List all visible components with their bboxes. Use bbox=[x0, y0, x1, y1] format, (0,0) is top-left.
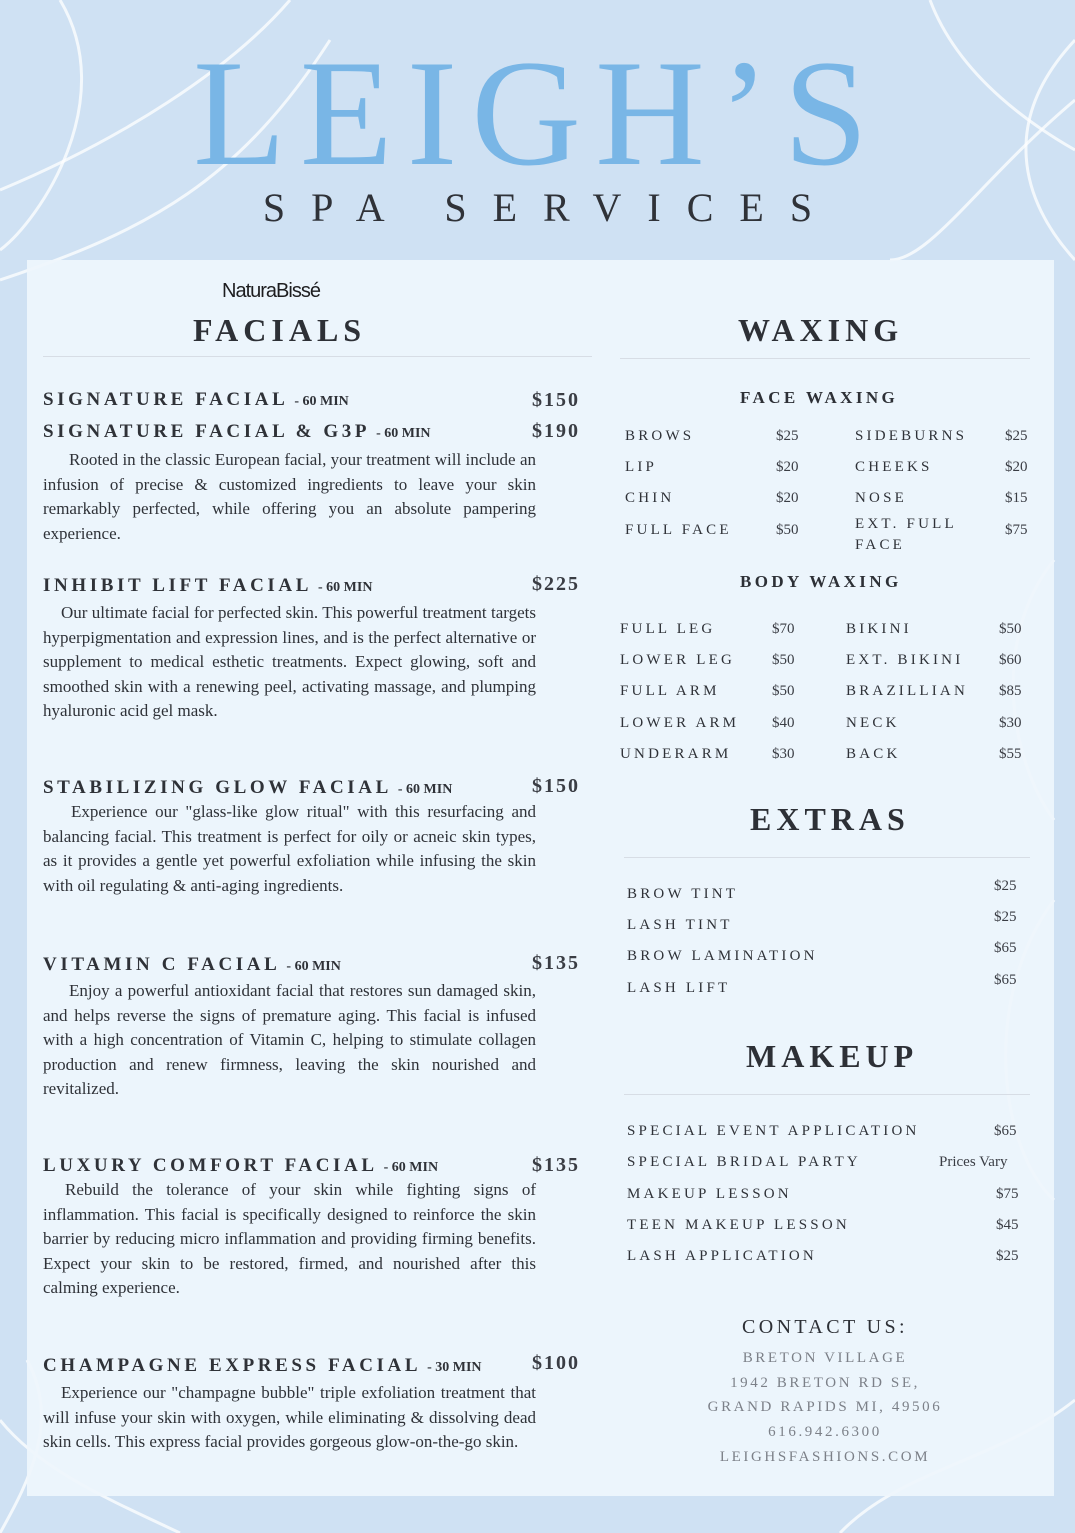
extra-item-price: $25 bbox=[994, 909, 1017, 925]
extra-item-price: $25 bbox=[994, 878, 1017, 894]
makeup-item-price: $75 bbox=[996, 1186, 1019, 1202]
contact-phone[interactable]: 616.942.6300 bbox=[768, 1424, 882, 1440]
wax-item-price: $50 bbox=[999, 621, 1022, 637]
facial-price: $100 bbox=[532, 1352, 580, 1374]
facial-name: SIGNATURE FACIAL & G3P - 60 MIN bbox=[43, 421, 431, 442]
contact-address: 1942 BRETON RD SE, bbox=[730, 1375, 920, 1391]
wax-item-name: LIP bbox=[625, 459, 658, 475]
wax-item-name: BROWS bbox=[625, 428, 695, 444]
wax-item-name: CHIN bbox=[625, 490, 675, 506]
makeup-item-name: SPECIAL EVENT APPLICATION bbox=[627, 1123, 920, 1139]
wax-item-price: $20 bbox=[776, 490, 799, 506]
wax-item-price: $50 bbox=[772, 683, 795, 699]
waxing-divider bbox=[620, 358, 1030, 359]
contact-location: BRETON VILLAGE bbox=[742, 1350, 908, 1366]
natura-bisse-logo: NaturaBissé bbox=[222, 280, 320, 302]
wax-item-price: $60 bbox=[999, 652, 1022, 668]
makeup-title: MAKEUP bbox=[746, 1038, 919, 1074]
facial-name: STABILIZING GLOW FACIAL - 60 MIN bbox=[43, 777, 453, 798]
wax-item-name: BACK bbox=[846, 746, 901, 762]
contact-website[interactable]: LEIGHSFASHIONS.COM bbox=[719, 1449, 931, 1465]
face-waxing-title: FACE WAXING bbox=[740, 388, 899, 407]
wax-item-name: EXT. FULL bbox=[855, 516, 957, 532]
body-waxing-title: BODY WAXING bbox=[740, 572, 902, 591]
wax-item-price: $25 bbox=[1005, 428, 1028, 444]
wax-item-name: SIDEBURNS bbox=[855, 428, 968, 444]
wax-item-price: $30 bbox=[999, 715, 1022, 731]
wax-item-name: UNDERARM bbox=[620, 746, 732, 762]
facials-divider bbox=[43, 356, 592, 357]
facial-description: Our ultimate facial for perfected skin. This powerful treatment targets hyperpigmentation and expression lines, and is the perfect alternative or supplement to medical esthetic treatments. Expect glowing, soft and smoothed skin with a renewing peel, activating massage, and plumping hyaluronic acid gel mask. bbox=[43, 603, 536, 721]
facial-name: LUXURY COMFORT FACIAL - 60 MIN bbox=[43, 1155, 439, 1176]
spa-subtitle: SPA SERVICES bbox=[262, 185, 839, 230]
contact-city: GRAND RAPIDS MI, 49506 bbox=[707, 1399, 943, 1415]
makeup-item-name: SPECIAL BRIDAL PARTY bbox=[627, 1154, 861, 1170]
wax-item-price: $70 bbox=[772, 621, 795, 637]
wax-item-name: CHEEKS bbox=[855, 459, 933, 475]
contact-title: CONTACT US: bbox=[741, 1316, 908, 1338]
wax-item-price: $50 bbox=[776, 522, 799, 538]
wax-item-name: FULL LEG bbox=[620, 621, 716, 637]
extra-item-name: LASH LIFT bbox=[627, 980, 731, 996]
facial-description: Rebuild the tolerance of your skin while fighting signs of inflammation. This facial is specifically designed to reinforce the skin barrier by reducing micro inflammation and providing firming benefits. Expect your skin to be restored, firmed, and nourished after this calming experience. bbox=[43, 1180, 536, 1298]
facial-name: INHIBIT LIFT FACIAL - 60 MIN bbox=[43, 575, 373, 596]
makeup-item-price: Prices Vary bbox=[939, 1154, 1008, 1170]
wax-item-name: BRAZILLIAN bbox=[846, 683, 968, 699]
wax-item-price: $50 bbox=[772, 652, 795, 668]
wax-item-name: FULL FACE bbox=[625, 522, 732, 538]
facial-price: $225 bbox=[532, 573, 580, 595]
wax-item-name: LOWER ARM bbox=[620, 715, 740, 731]
extras-divider bbox=[624, 857, 1030, 858]
wax-item-name: NOSE bbox=[855, 490, 907, 506]
wax-item-name-continued: FACE bbox=[855, 537, 906, 553]
wax-item-price: $85 bbox=[999, 683, 1022, 699]
facials-title: FACIALS bbox=[193, 312, 367, 348]
facial-price: $135 bbox=[532, 1154, 580, 1176]
facial-name: SIGNATURE FACIAL - 60 MIN bbox=[43, 389, 349, 410]
spa-title: LEIGH’S bbox=[192, 29, 882, 197]
facial-description: Enjoy a powerful antioxidant facial that restores sun damaged skin, and helps reverse the signs of premature aging. This facial is infused with a high concentration of Vitamin C, helping to stimulate collagen production and renew firmness, leaving the skin nourished and revitalized. bbox=[43, 981, 536, 1099]
wax-item-name: EXT. BIKINI bbox=[846, 652, 964, 668]
facial-price: $150 bbox=[532, 775, 580, 797]
facial-description: Experience our "champagne bubble" triple exfoliation treatment that will infuse your skin with oxygen, while eliminating & dissolving dead skin cells. This express facial provides gorgeous glow-on-the-go skin. bbox=[43, 1383, 536, 1452]
extra-item-name: BROW LAMINATION bbox=[627, 948, 818, 964]
wax-item-price: $55 bbox=[999, 746, 1022, 762]
waxing-title: WAXING bbox=[738, 312, 904, 348]
extra-item-name: LASH TINT bbox=[627, 917, 733, 933]
wax-item-price: $40 bbox=[772, 715, 795, 731]
makeup-item-name: LASH APPLICATION bbox=[627, 1248, 817, 1264]
facial-name: VITAMIN C FACIAL - 60 MIN bbox=[43, 954, 341, 975]
facial-description: Rooted in the classic European facial, your treatment will include an infusion of precise & customized ingredients to leave your skin remarkably perfected, while offering you an absolute pampering experience. bbox=[43, 450, 536, 543]
makeup-item-name: MAKEUP LESSON bbox=[627, 1186, 792, 1202]
wax-item-name: LOWER LEG bbox=[620, 652, 736, 668]
extra-item-name: BROW TINT bbox=[627, 886, 739, 902]
wax-item-price: $75 bbox=[1005, 522, 1028, 538]
facial-description: Experience our "glass-like glow ritual" with this resurfacing and balancing facial. This treatment is perfect for oily or acneic skin types, as it provides a gentle yet powerful exfoliation while infusing the skin with oil regulating & anti-aging ingredients. bbox=[43, 802, 536, 895]
extra-item-price: $65 bbox=[994, 972, 1017, 988]
makeup-divider bbox=[624, 1094, 1030, 1095]
extra-item-price: $65 bbox=[994, 940, 1017, 956]
facial-price: $150 bbox=[532, 389, 580, 411]
wax-item-price: $25 bbox=[776, 428, 799, 444]
makeup-item-price: $65 bbox=[994, 1123, 1017, 1139]
extras-title: EXTRAS bbox=[750, 801, 910, 837]
facial-name: CHAMPAGNE EXPRESS FACIAL - 30 MIN bbox=[43, 1355, 482, 1376]
wax-item-name: BIKINI bbox=[846, 621, 912, 637]
makeup-item-price: $25 bbox=[996, 1248, 1019, 1264]
facial-price: $190 bbox=[532, 420, 580, 442]
makeup-item-price: $45 bbox=[996, 1217, 1019, 1233]
wax-item-price: $30 bbox=[772, 746, 795, 762]
wax-item-name: FULL ARM bbox=[620, 683, 720, 699]
wax-item-name: NECK bbox=[846, 715, 900, 731]
wax-item-price: $20 bbox=[1005, 459, 1028, 475]
makeup-item-name: TEEN MAKEUP LESSON bbox=[627, 1217, 850, 1233]
wax-item-price: $15 bbox=[1005, 490, 1028, 506]
wax-item-price: $20 bbox=[776, 459, 799, 475]
facial-price: $135 bbox=[532, 952, 580, 974]
